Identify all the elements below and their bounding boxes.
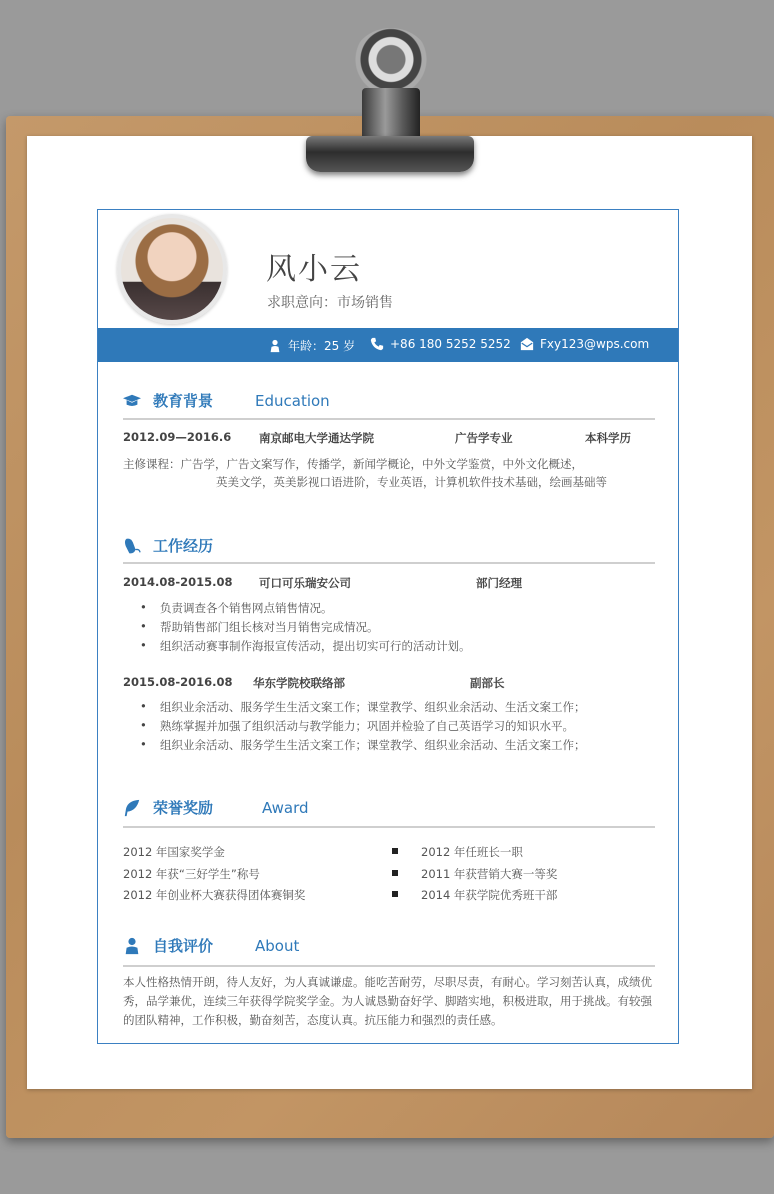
award-item: 2012 年获“三好学生”称号 (123, 867, 260, 881)
job-duty: • 组织业余活动、服务学生生活文案工作；课堂教学、组织业余活动、生活文案工作； (160, 699, 586, 715)
graduation-cap-icon (123, 392, 141, 410)
education-courses-1: 主修课程：广告学，广告文案写作，传播学，新闻学概论，中外文学鉴赏，中外文化概述， (123, 457, 583, 471)
contact-bar (98, 328, 678, 362)
job-duty: • 组织业余活动、服务学生生活文案工作；课堂教学、组织业余活动、生活文案工作； (160, 737, 586, 753)
education-major: 广告学专业 (455, 431, 513, 445)
work-title: 工作经历 (153, 537, 214, 555)
contact-phone (370, 337, 511, 351)
awards-title: 荣誉奖励 (153, 799, 214, 817)
job-duty: • 熟练掌握并加强了组织活动与教学能力；巩固并检验了自己英语学习的知识水平。 (160, 718, 574, 734)
job-role: 副部长 (470, 676, 505, 690)
user-icon (123, 937, 141, 955)
award-item: 2012 年创业杯大赛获得团体赛铜奖 (123, 888, 306, 902)
candidate-name: 风小云 (266, 252, 362, 287)
education-period: 2012.09—2016.6 (123, 430, 232, 444)
about-title: 自我评价 (153, 937, 214, 955)
section-work-header (123, 535, 213, 556)
person-icon (268, 339, 282, 353)
mail-icon (520, 337, 534, 351)
award-item: 2012 年国家奖学金 (123, 845, 225, 859)
leaf-icon (123, 799, 141, 817)
section-awards-header (123, 797, 309, 818)
job-period: 2015.08-2016.08 (123, 675, 233, 689)
avatar (117, 214, 227, 324)
education-degree: 本科学历 (585, 431, 631, 445)
job-intent: 求职意向：市场销售 (267, 295, 393, 311)
divider (123, 826, 655, 828)
age-text: 年龄：25 岁 (288, 339, 356, 353)
clip-base (306, 136, 474, 172)
education-courses-2: 英美文学，英美影视口语进阶，专业英语，计算机软件技术基础，绘画基础等 (216, 475, 607, 489)
phone-text: +86 180 5252 5252 (390, 337, 511, 351)
award-item: 2011 年获营销大赛一等奖 (421, 867, 558, 881)
contact-age (268, 337, 355, 354)
about-title-en: About (255, 936, 300, 955)
mouse-icon (123, 537, 141, 555)
contact-email (520, 337, 649, 351)
education-school: 南京邮电大学通达学院 (259, 431, 374, 445)
about-text: 本人性格热情开朗，待人友好，为人真诚谦虚。能吃苦耐劳，尽职尽责，有耐心。学习刻苦认真，成绩优秀，品学兼优，连续三年获得学院奖学金。为人诚恳勤奋好学、脚踏实地，积极进取，用于挑战。有较强的团队精神，工作积极，勤奋刻苦，态度认真。抗压能力和强烈的责任感。 (123, 975, 652, 1027)
section-education-header (123, 390, 330, 411)
education-title: 教育背景 (153, 392, 214, 410)
job-role: 部门经理 (476, 576, 522, 590)
divider (123, 418, 655, 420)
job-duty: • 负责调查各个销售网点销售情况。 (160, 600, 333, 616)
award-item: 2014 年获学院优秀班干部 (421, 888, 558, 902)
award-item: 2012 年任班长一职 (421, 845, 523, 859)
awards-title-en: Award (262, 798, 309, 817)
job-period: 2014.08-2015.08 (123, 575, 233, 589)
section-about-header (123, 935, 300, 956)
job-org: 华东学院校联络部 (253, 676, 345, 690)
education-title-en: Education (255, 391, 330, 410)
job-duty: • 组织活动赛事制作海报宣传活动，提出切实可行的活动计划。 (160, 638, 471, 654)
email-text: Fxy123@wps.com (540, 337, 650, 351)
divider (123, 562, 655, 564)
phone-icon (370, 337, 384, 351)
divider (123, 965, 655, 967)
job-duty: • 帮助销售部门组长核对当月销售完成情况。 (160, 619, 379, 635)
job-org: 可口可乐瑞安公司 (259, 576, 351, 590)
